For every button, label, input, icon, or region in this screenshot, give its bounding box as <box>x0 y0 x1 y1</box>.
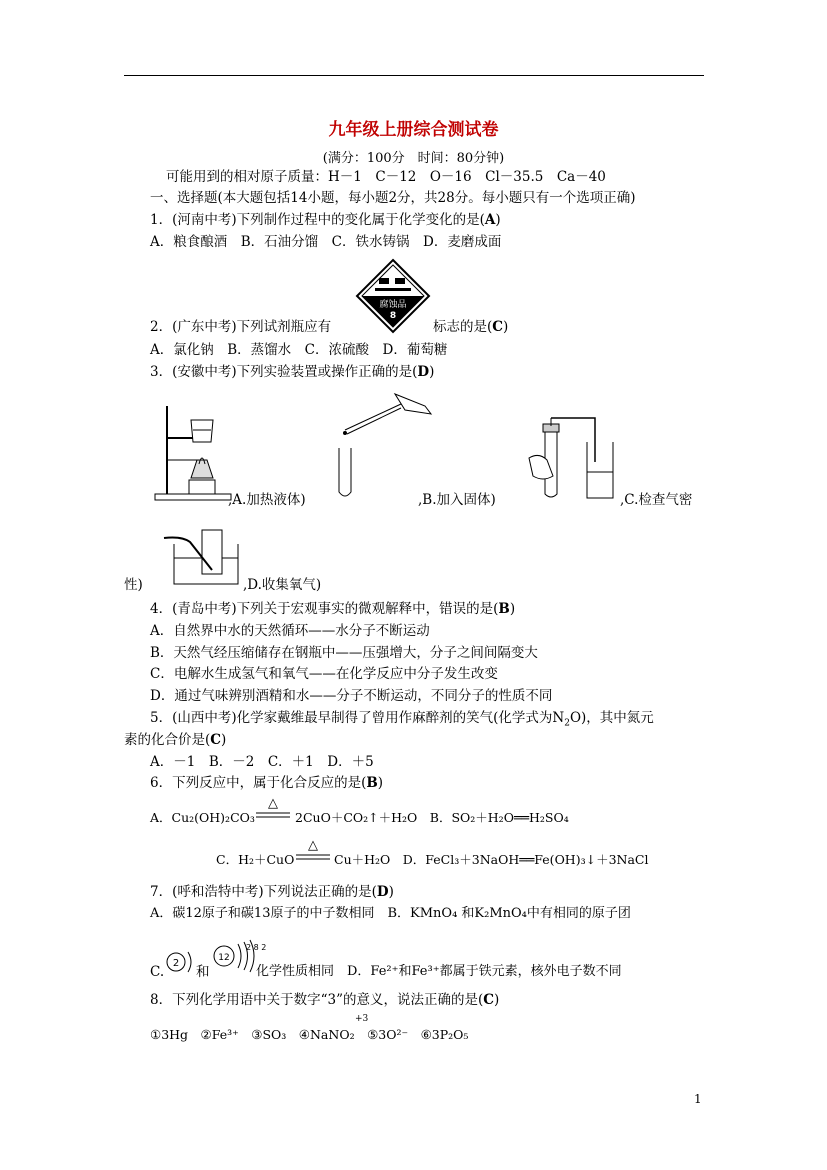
question-6: 6．下列反应中，属于化合反应的是(B) <box>150 775 384 791</box>
apparatus-adding-solid-image <box>335 390 435 502</box>
answer: B <box>498 601 510 617</box>
answer: C <box>483 992 494 1008</box>
atomic-mass-line: 可能用到的相对原子质量：H－1 C－12 O－16 Cl－35.5 Ca－40 <box>166 169 606 185</box>
svg-text:12: 12 <box>218 953 230 963</box>
question-5: 5．(山西中考)化学家戴维最早制得了曾用作麻醉剂的笑气(化学式为$N_2O$)，其中氮元 <box>150 710 654 729</box>
question-7-option-c-d: 化学性质相同 D．Fe²⁺和Fe³⁺都属于铁元素，核外电子数不同 <box>256 964 622 979</box>
sign-label: 腐蚀品 <box>379 300 407 310</box>
question-7-and: 和 <box>196 964 210 980</box>
question-6-option-c-products: Cu＋H₂O D．FeCl₃＋3NaOH══Fe(OH)₃↓＋3NaCl <box>334 852 649 867</box>
answer: D <box>376 884 389 900</box>
question-1: 1．(河南中考)下列制作过程中的变化属于化学变化的是(A) <box>150 212 501 228</box>
question-8: 8．下列化学用语中关于数字“3”的意义，说法正确的是(C) <box>150 992 500 1008</box>
delta-symbol-2: △ <box>308 838 318 853</box>
question-5-options: A．－1 B．－2 C．＋1 D．＋5 <box>150 754 374 770</box>
question-6-option-a-products: 2CuO＋CO₂↑＋H₂O B．SO₂＋H₂O══H₂SO₄ <box>295 810 569 825</box>
reaction-arrow-1 <box>256 812 290 820</box>
question-4-option-a: A．自然界中水的天然循环——水分子不断运动 <box>150 623 430 639</box>
option-b-label: ,B.加入固体) <box>418 492 496 508</box>
question-4-option-d: D．通过气味辨别酒精和水——分子不断运动，不同分子的性质不同 <box>150 688 553 704</box>
option-a-label: ,A.加热液体) <box>228 492 306 508</box>
question-7: 7．(呼和浩特中考)下列说法正确的是(D) <box>150 884 394 900</box>
header-rule <box>124 75 704 76</box>
question-6-option-c: C．H₂＋CuO <box>216 852 295 867</box>
page-subtitle: (满分：100分 时间：80分钟) <box>322 151 505 166</box>
question-2: 2．(广东中考)下列试剂瓶应有 <box>150 319 332 335</box>
answer: A <box>484 212 496 228</box>
answer: D <box>417 364 430 380</box>
apparatus-heating-liquid-image <box>155 402 231 502</box>
answer: C <box>210 732 222 748</box>
svg-text:2: 2 <box>172 958 180 969</box>
section-heading: 一、选择题(本大题包括14小题，每小题2分，共28分。每小题只有一个选项正确) <box>150 190 636 206</box>
option-d-label: ,D.收集氧气) <box>243 577 322 593</box>
atom-structure-diagram-2 <box>210 940 267 974</box>
option-c-label: ,C.检查气密 <box>620 492 693 508</box>
sign-number: 8 <box>389 311 397 321</box>
question-4: 4．(青岛中考)下列关于宏观事实的微观解释中，错误的是(B) <box>150 601 516 617</box>
svg-text:2 8 2: 2 8 2 <box>246 943 267 952</box>
answer: C <box>492 319 504 335</box>
question-1-options: A．粮食酿酒 B．石油分馏 C．铁水铸锅 D．麦磨成面 <box>150 234 502 250</box>
page-title: 九年级上册综合测试卷 <box>328 120 499 140</box>
question-5-cont: 素的化合价是(C) <box>124 732 227 748</box>
question-2-options: A．氯化钠 B．蒸馏水 C．浓硫酸 D．葡萄糖 <box>150 342 448 358</box>
question-7-option-a-b: A．碳12原子和碳13原子的中子数相同 B．KMnO₄ 和K₂MnO₄中有相同的原子团 <box>150 906 631 921</box>
question-2-tail: 标志的是(C) <box>433 319 509 335</box>
apparatus-airtightness-image <box>525 422 617 502</box>
delta-symbol-1: △ <box>268 796 278 811</box>
apparatus-collecting-oxygen-image <box>162 524 242 588</box>
page-number: 1 <box>694 1092 702 1106</box>
question-4-option-c: C．电解水生成氢气和氧气——在化学反应中分子发生改变 <box>150 666 498 682</box>
reaction-arrow-2 <box>296 854 330 862</box>
question-4-option-b: B．天然气经压缩储存在钢瓶中——压强增大，分子之间间隔变大 <box>150 645 538 661</box>
corrosive-sign-icon <box>355 258 431 334</box>
atom-structure-diagram-1 <box>162 944 198 974</box>
question-7-option-c-prefix: C. <box>150 964 165 980</box>
option-c-label-cont: 性) <box>124 577 143 593</box>
valence-mark: +3 <box>355 1014 369 1024</box>
answer: B <box>366 775 378 791</box>
question-3: 3．(安徽中考)下列实验装置或操作正确的是(D) <box>150 364 435 380</box>
question-8-items: ①3Hg ②Fe³⁺ ③SO₃ ④NaNO₂ ⑤3O²⁻ ⑥3P₂O₅ <box>150 1027 469 1042</box>
question-stem: 1．(河南中考)下列制作过程中的变化属于化学变化的是( <box>150 212 485 228</box>
question-6-option-a: A．Cu₂(OH)₂CO₃ <box>150 810 255 825</box>
